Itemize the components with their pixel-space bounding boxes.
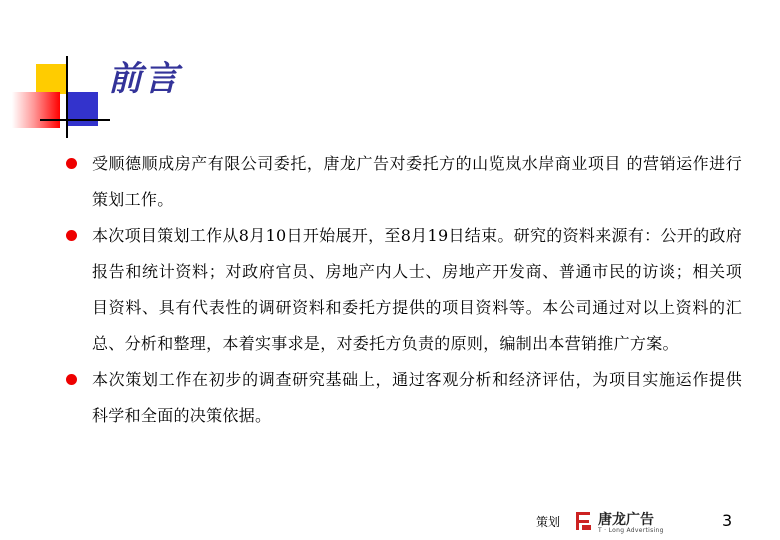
bullet-item [62, 218, 742, 362]
footer-label: 策划 [536, 515, 561, 529]
ornament-vertical-line [66, 56, 68, 138]
bullet-dot-icon [66, 374, 77, 385]
slide-title: 前言 [108, 59, 180, 99]
ornament-horizontal-line [40, 119, 110, 121]
bullet-text: 受顺德顺成房产有限公司委托，唐龙广告对委托方的山览岚水岸商业项目 的营销运作进行策划工作。 [92, 154, 742, 209]
brand-name: 唐龙广告 [598, 512, 654, 528]
bullet-text: 本次策划工作在初步的调查研究基础上，通过客观分析和经济评估，为项目实施运作提供科学和全面的决策依据。 [92, 370, 742, 425]
bullet-dot-icon [66, 230, 77, 241]
bullet-item [62, 146, 742, 218]
bullet-item [62, 362, 742, 434]
ornament-red-gradient-square [12, 92, 60, 128]
bullet-text: 本次项目策划工作从8月10日开始展开，至8月19日结束。研究的资料来源有：公开的政府报告和统计资料；对政府官员、房地产内人士、房地产开发商、普通市民的访谈；相关项目资料、具有代表性的调研资料和委托方提供的项目资料等。本公司通过对以上资料的汇总、分析和整理，本着实事求是，对委托方负责的原则，编制出本营销推广方案。 [92, 226, 742, 353]
corner-ornament [0, 0, 120, 140]
ornament-yellow-square [36, 64, 66, 94]
tanglong-logo-icon [572, 510, 594, 532]
page-number: 3 [722, 511, 733, 530]
bullet-dot-icon [66, 158, 77, 169]
brand-subtitle: T · Long Advertising [598, 527, 664, 534]
bullet-list [62, 146, 742, 434]
